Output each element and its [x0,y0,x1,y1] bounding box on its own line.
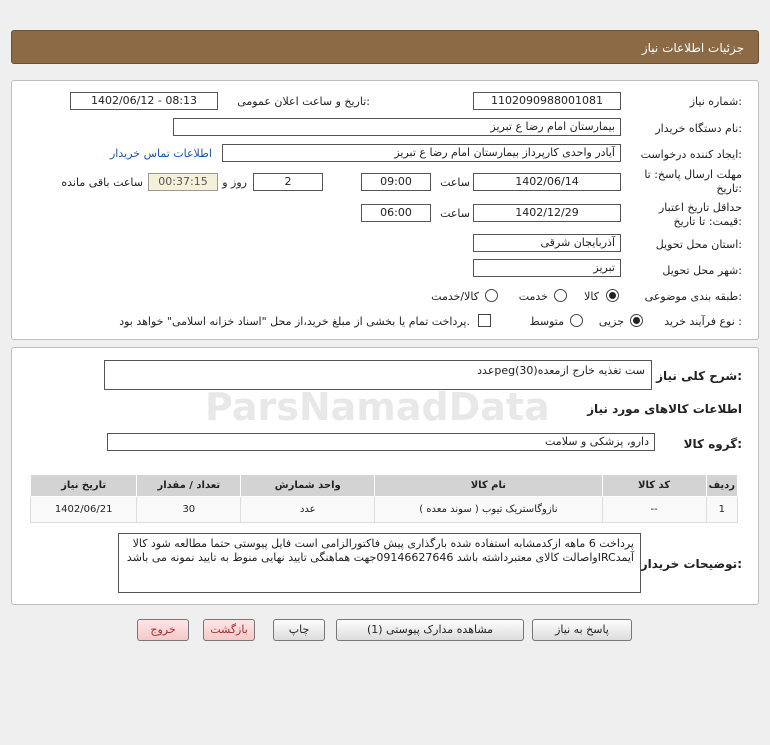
col-date-header: تاریخ نیاز [31,475,137,497]
goods-table-wrap [30,474,738,523]
deadline-time-field[interactable]: 09:00 [361,173,431,191]
category-option-goods: کالا [584,290,599,303]
announce-datetime-field[interactable]: 1402/06/12 - 08:13 [70,92,218,110]
col-row-header: ردیف [706,475,737,497]
need-number-label: شماره نیاز: [689,95,742,108]
cell-name: نازوگاستریک تیوب ( سوند معده ) [375,497,602,523]
buyer-desc-label: توضیحات خریدار: [640,557,742,571]
treasury-payment-note: پرداخت تمام یا بخشی از مبلغ خرید،از محل "اسناد خزانه اسلامی" خواهد بود. [119,315,470,328]
validity-time-field[interactable]: 06:00 [361,204,431,222]
category-label: طبقه بندی موضوعی: [644,290,742,303]
reply-button[interactable]: پاسخ به نیاز [532,619,632,641]
buyer-org-field[interactable]: بیمارستان امام رضا ع تبریز [173,118,621,136]
attachments-button[interactable]: مشاهده مدارک پیوستی (1) [336,619,524,641]
goods-group-field[interactable]: دارو، پزشکی و سلامت [107,433,655,451]
validity-label-line2: قیمت: تا تاریخ: [673,215,742,228]
cell-row: 1 [706,497,737,523]
category-radio-service[interactable] [554,289,567,302]
goods-group-label: گروه کالا: [683,437,742,451]
table-row[interactable] [31,497,738,523]
goods-table [30,474,738,523]
validity-time-label: ساعت [440,207,470,220]
need-number-field[interactable]: 1102090988001081 [473,92,621,110]
deadline-date-field[interactable]: 1402/06/14 [473,173,621,191]
cell-date: 1402/06/21 [31,497,137,523]
page-title: جزئیات اطلاعات نیاز [641,41,744,55]
city-label: شهر محل تحویل: [662,264,742,277]
col-unit-header: واحد شمارش [241,475,375,497]
creator-field[interactable]: آیادر واحدی کارپرداز بیمارستان امام رضا ع تبریز [222,144,621,162]
cell-code: -- [602,497,706,523]
category-option-goods-service: کالا/خدمت [431,290,479,303]
goods-table-header-row [31,475,738,497]
watermark: ParsNamadData [205,385,550,429]
print-button[interactable]: چاپ [273,619,325,641]
province-field[interactable]: آذربایجان شرقی [473,234,621,252]
treasury-payment-checkbox[interactable] [478,314,491,327]
cell-qty: 30 [137,497,241,523]
buyer-org-label: نام دستگاه خریدار: [655,122,742,135]
col-code-header: کد کالا [602,475,706,497]
cell-unit: عدد [241,497,375,523]
deadline-time-label: ساعت [440,176,470,189]
process-radio-medium[interactable] [570,314,583,327]
creator-label: ایجاد کننده درخواست: [640,148,742,161]
col-name-header: نام کالا [375,475,602,497]
buyer-desc-field[interactable]: پرداخت 6 ماهه ازکدمشابه استفاده شده بارگذاری پیش فاکتورالزامی است فایل پیوستی حتما مطالعه شود کالا آیمدIRCواصالت کالای معتبرداشته باشد 09146627646جهت هماهنگی تایید نهایی منوط به تایید نمونه می باشد [118,533,641,593]
process-option-minor: جزیی [598,315,624,328]
category-radio-goods-service[interactable] [485,289,498,302]
general-desc-field[interactable]: ست تغذیه خارج ازمعده(peg(30عدد [104,360,652,390]
announce-datetime-label: تاریخ و ساعت اعلان عمومی: [237,95,370,108]
exit-button[interactable]: خروج [137,619,189,641]
goods-info-title: اطلاعات کالاهای مورد نیاز [587,402,742,416]
page-header [11,30,759,64]
buyer-contact-link[interactable]: اطلاعات تماس خریدار [110,147,212,160]
deadline-label-line1: مهلت ارسال پاسخ: تا [644,168,742,181]
process-label: نوع فرآیند خرید : [664,315,742,328]
category-option-service: خدمت [518,290,548,303]
general-desc-label: شرح کلی نیاز: [656,369,742,383]
days-label: روز و [222,176,247,189]
validity-date-field[interactable]: 1402/12/29 [473,204,621,222]
city-field[interactable]: تبریز [473,259,621,277]
days-field[interactable]: 2 [253,173,323,191]
remaining-time-field: 00:37:15 [148,173,218,191]
back-button[interactable]: بازگشت [203,619,255,641]
col-qty-header: تعداد / مقدار [137,475,241,497]
process-radio-minor[interactable] [630,314,643,327]
process-option-medium: متوسط [529,315,564,328]
province-label: استان محل تحویل: [655,238,742,251]
remaining-time-label: ساعت باقی مانده [61,176,143,189]
category-radio-goods[interactable] [606,289,619,302]
deadline-label-line2: تاریخ: [716,182,742,195]
validity-label-line1: حداقل تاریخ اعتبار [658,201,742,214]
